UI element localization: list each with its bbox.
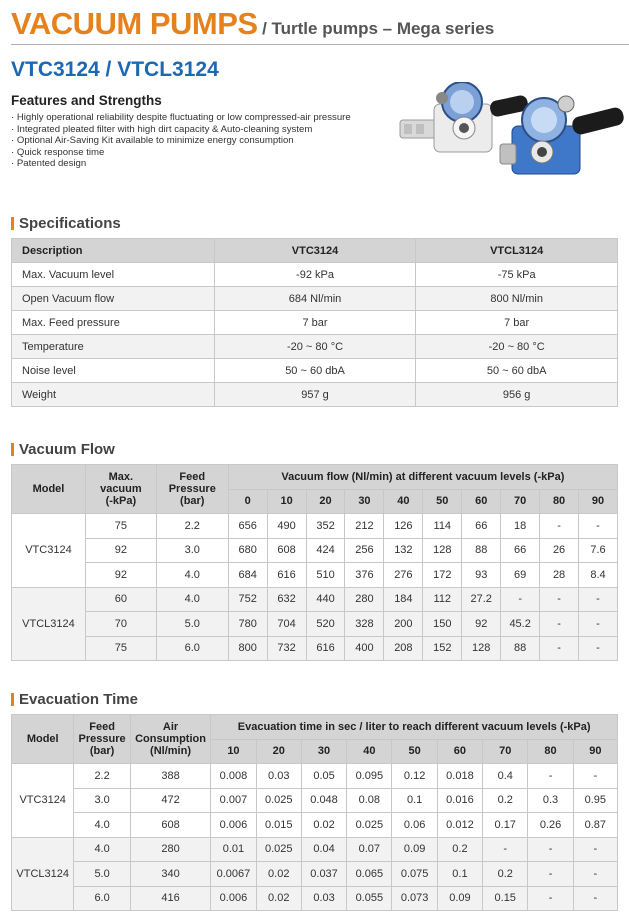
table-row bbox=[12, 587, 618, 612]
table-cell: 4.0 bbox=[156, 563, 228, 588]
table-cell: - bbox=[540, 587, 579, 612]
table-cell: 0.025 bbox=[256, 837, 301, 862]
table-row bbox=[12, 788, 618, 813]
table-cell: 0.037 bbox=[301, 862, 346, 887]
specifications-heading bbox=[11, 215, 121, 232]
table-row bbox=[12, 538, 618, 563]
table-row bbox=[12, 636, 618, 661]
table-cell: 60 bbox=[85, 587, 156, 612]
table-row bbox=[12, 359, 618, 383]
table-cell: 28 bbox=[540, 563, 579, 588]
table-row bbox=[12, 837, 618, 862]
page-title: VACUUM PUMPS bbox=[11, 6, 258, 41]
evacuation-time-heading-text: Evacuation Time bbox=[19, 691, 138, 708]
table-cell: 27.2 bbox=[462, 587, 501, 612]
table-row bbox=[12, 862, 618, 887]
level-header: 40 bbox=[347, 739, 392, 764]
table-cell: 0.055 bbox=[347, 886, 392, 911]
evacuation-time-table bbox=[11, 714, 618, 911]
row-label: Weight bbox=[12, 383, 215, 407]
table-cell: 280 bbox=[345, 587, 384, 612]
product-photo bbox=[396, 82, 629, 182]
table-cell: 0.02 bbox=[301, 813, 346, 838]
table-cell: 0.06 bbox=[392, 813, 437, 838]
table-cell: 0.03 bbox=[301, 886, 346, 911]
table-cell: - bbox=[540, 514, 579, 539]
table-cell: 0.05 bbox=[301, 764, 346, 789]
table-cell: 616 bbox=[267, 563, 306, 588]
level-header: 50 bbox=[423, 489, 462, 514]
row-label: Open Vacuum flow bbox=[12, 287, 215, 311]
table-cell: 4.0 bbox=[156, 587, 228, 612]
table-cell: 0.3 bbox=[528, 788, 573, 813]
table-cell: 4.0 bbox=[74, 813, 130, 838]
table-cell: 0.01 bbox=[211, 837, 256, 862]
table-cell: - bbox=[573, 862, 617, 887]
vacuum-flow-heading bbox=[11, 441, 115, 458]
table-cell: 956 g bbox=[416, 383, 618, 407]
table-cell: 0.09 bbox=[392, 837, 437, 862]
table-cell: 656 bbox=[228, 514, 267, 539]
table-cell: 18 bbox=[501, 514, 540, 539]
specifications-table bbox=[11, 238, 618, 407]
table-cell: 69 bbox=[501, 563, 540, 588]
table-cell: 490 bbox=[267, 514, 306, 539]
table-cell: - bbox=[540, 636, 579, 661]
table-cell: 0.08 bbox=[347, 788, 392, 813]
table-cell: - bbox=[528, 862, 573, 887]
table-row bbox=[12, 383, 618, 407]
table-cell: 0.008 bbox=[211, 764, 256, 789]
table-cell: 376 bbox=[345, 563, 384, 588]
table-cell: 50 ~ 60 dbA bbox=[214, 359, 416, 383]
pump-vtc3124-image bbox=[400, 82, 529, 152]
column-header: VTCL3124 bbox=[416, 239, 618, 263]
page-subtitle: / Turtle pumps – Mega series bbox=[262, 19, 495, 38]
level-header: 30 bbox=[301, 739, 346, 764]
level-header: 10 bbox=[211, 739, 256, 764]
table-cell: 7.6 bbox=[579, 538, 618, 563]
row-label: Temperature bbox=[12, 335, 215, 359]
table-row bbox=[12, 764, 618, 789]
level-header: 70 bbox=[501, 489, 540, 514]
table-cell: 126 bbox=[384, 514, 423, 539]
row-label: Max. Feed pressure bbox=[12, 311, 215, 335]
table-cell: 70 bbox=[85, 612, 156, 637]
feature-item: · Quick response time bbox=[11, 147, 351, 159]
column-header-air-consumption: Air Consumption (Nl/min) bbox=[130, 715, 211, 764]
features-heading: Features and Strengths bbox=[11, 93, 162, 108]
table-cell: 276 bbox=[384, 563, 423, 588]
table-row bbox=[12, 563, 618, 588]
table-cell: 0.015 bbox=[256, 813, 301, 838]
table-cell: 0.2 bbox=[483, 788, 528, 813]
table-cell: 152 bbox=[423, 636, 462, 661]
model-cell: VTC3124 bbox=[12, 764, 74, 838]
table-cell: 4.0 bbox=[74, 837, 130, 862]
level-header: 10 bbox=[267, 489, 306, 514]
table-cell: 5.0 bbox=[156, 612, 228, 637]
table-cell: 704 bbox=[267, 612, 306, 637]
table-row bbox=[12, 287, 618, 311]
table-row bbox=[12, 813, 618, 838]
table-cell: - bbox=[579, 514, 618, 539]
table-cell: 632 bbox=[267, 587, 306, 612]
table-cell: 92 bbox=[85, 563, 156, 588]
table-cell: 0.0067 bbox=[211, 862, 256, 887]
column-header-feed-pressure: Feed Pressure (bar) bbox=[156, 465, 228, 514]
level-header: 80 bbox=[540, 489, 579, 514]
table-cell: 0.02 bbox=[256, 886, 301, 911]
table-cell: 0.2 bbox=[437, 837, 482, 862]
table-cell: 75 bbox=[85, 636, 156, 661]
table-cell: 0.17 bbox=[483, 813, 528, 838]
table-cell: 45.2 bbox=[501, 612, 540, 637]
row-label: Max. Vacuum level bbox=[12, 263, 215, 287]
table-cell: - bbox=[573, 886, 617, 911]
table-cell: - bbox=[579, 612, 618, 637]
table-cell: 150 bbox=[423, 612, 462, 637]
table-cell: 112 bbox=[423, 587, 462, 612]
table-header-row bbox=[12, 239, 618, 263]
table-row bbox=[12, 335, 618, 359]
table-cell: 616 bbox=[306, 636, 345, 661]
table-cell: - bbox=[483, 837, 528, 862]
table-cell: 800 bbox=[228, 636, 267, 661]
level-header: 40 bbox=[384, 489, 423, 514]
table-cell: 66 bbox=[501, 538, 540, 563]
table-cell: 0.12 bbox=[392, 764, 437, 789]
page-header bbox=[11, 6, 494, 42]
level-header: 50 bbox=[392, 739, 437, 764]
table-cell: 388 bbox=[130, 764, 211, 789]
table-cell: 800 Nl/min bbox=[416, 287, 618, 311]
table-cell: - bbox=[579, 587, 618, 612]
table-cell: 352 bbox=[306, 514, 345, 539]
level-header: 60 bbox=[462, 489, 501, 514]
section-marker bbox=[11, 443, 14, 456]
table-cell: 608 bbox=[267, 538, 306, 563]
table-cell: 684 bbox=[228, 563, 267, 588]
feature-item: · Highly operational reliability despite fluctuating or low compressed-air pressure bbox=[11, 112, 351, 124]
table-cell: 400 bbox=[345, 636, 384, 661]
table-row bbox=[12, 886, 618, 911]
table-cell: 608 bbox=[130, 813, 211, 838]
table-cell: 128 bbox=[462, 636, 501, 661]
table-cell: 340 bbox=[130, 862, 211, 887]
table-cell: 0.26 bbox=[528, 813, 573, 838]
table-cell: 957 g bbox=[214, 383, 416, 407]
table-cell: 7 bar bbox=[416, 311, 618, 335]
level-header: 70 bbox=[483, 739, 528, 764]
table-cell: 0.025 bbox=[256, 788, 301, 813]
table-cell: 0.02 bbox=[256, 862, 301, 887]
table-cell: 0.4 bbox=[483, 764, 528, 789]
table-cell: -75 kPa bbox=[416, 263, 618, 287]
column-header-feed-pressure: Feed Pressure (bar) bbox=[74, 715, 130, 764]
table-cell: 0.03 bbox=[256, 764, 301, 789]
table-cell: 424 bbox=[306, 538, 345, 563]
table-cell: 684 Nl/min bbox=[214, 287, 416, 311]
section-marker bbox=[11, 693, 14, 706]
table-cell: 0.006 bbox=[211, 886, 256, 911]
column-header-model: Model bbox=[12, 715, 74, 764]
level-header: 20 bbox=[256, 739, 301, 764]
specifications-heading-text: Specifications bbox=[19, 215, 121, 232]
feature-item: · Optional Air-Saving Kit available to minimize energy consumption bbox=[11, 135, 351, 147]
table-cell: 752 bbox=[228, 587, 267, 612]
table-cell: 7 bar bbox=[214, 311, 416, 335]
table-cell: 92 bbox=[462, 612, 501, 637]
table-cell: 66 bbox=[462, 514, 501, 539]
table-cell: 88 bbox=[462, 538, 501, 563]
model-title: VTC3124 / VTCL3124 bbox=[11, 58, 219, 81]
table-row bbox=[12, 263, 618, 287]
evacuation-time-heading bbox=[11, 691, 138, 708]
row-label: Noise level bbox=[12, 359, 215, 383]
table-cell: 200 bbox=[384, 612, 423, 637]
table-cell: -20 ~ 80 °C bbox=[214, 335, 416, 359]
table-cell: 0.006 bbox=[211, 813, 256, 838]
table-cell: 75 bbox=[85, 514, 156, 539]
table-cell: 0.065 bbox=[347, 862, 392, 887]
table-cell: - bbox=[501, 587, 540, 612]
table-cell: - bbox=[573, 837, 617, 862]
table-cell: 6.0 bbox=[156, 636, 228, 661]
level-header: 20 bbox=[306, 489, 345, 514]
column-group-header: Vacuum flow (Nl/min) at different vacuum levels (-kPa) bbox=[228, 465, 617, 490]
level-header: 30 bbox=[345, 489, 384, 514]
table-cell: 0.07 bbox=[347, 837, 392, 862]
level-header: 90 bbox=[579, 489, 618, 514]
model-cell: VTCL3124 bbox=[12, 837, 74, 911]
table-cell: 132 bbox=[384, 538, 423, 563]
table-cell: 0.87 bbox=[573, 813, 617, 838]
table-cell: 0.095 bbox=[347, 764, 392, 789]
table-cell: 0.09 bbox=[437, 886, 482, 911]
table-row bbox=[12, 311, 618, 335]
table-cell: - bbox=[573, 764, 617, 789]
table-cell: 0.2 bbox=[483, 862, 528, 887]
table-cell: 0.018 bbox=[437, 764, 482, 789]
table-cell: 680 bbox=[228, 538, 267, 563]
table-cell: 472 bbox=[130, 788, 211, 813]
level-header: 0 bbox=[228, 489, 267, 514]
table-cell: 0.075 bbox=[392, 862, 437, 887]
table-cell: 0.016 bbox=[437, 788, 482, 813]
table-cell: 208 bbox=[384, 636, 423, 661]
table-cell: 8.4 bbox=[579, 563, 618, 588]
table-cell: 172 bbox=[423, 563, 462, 588]
table-cell: 212 bbox=[345, 514, 384, 539]
column-header-model: Model bbox=[12, 465, 86, 514]
column-header: Description bbox=[12, 239, 215, 263]
table-cell: 0.025 bbox=[347, 813, 392, 838]
table-cell: 50 ~ 60 dbA bbox=[416, 359, 618, 383]
table-cell: - bbox=[528, 886, 573, 911]
table-cell: - bbox=[579, 636, 618, 661]
table-cell: 440 bbox=[306, 587, 345, 612]
table-cell: 26 bbox=[540, 538, 579, 563]
table-cell: 0.15 bbox=[483, 886, 528, 911]
table-cell: 780 bbox=[228, 612, 267, 637]
table-cell: - bbox=[540, 612, 579, 637]
feature-item: · Integrated pleated filter with high dirt capacity & Auto-cleaning system bbox=[11, 124, 351, 136]
table-cell: 2.2 bbox=[156, 514, 228, 539]
table-cell: - bbox=[528, 837, 573, 862]
column-group-header: Evacuation time in sec / liter to reach different vacuum levels (-kPa) bbox=[211, 715, 618, 740]
vacuum-flow-heading-text: Vacuum Flow bbox=[19, 441, 115, 458]
table-row bbox=[12, 612, 618, 637]
header-divider bbox=[11, 44, 629, 45]
table-cell: 3.0 bbox=[74, 788, 130, 813]
level-header: 90 bbox=[573, 739, 617, 764]
table-cell: 92 bbox=[85, 538, 156, 563]
table-cell: -20 ~ 80 °C bbox=[416, 335, 618, 359]
level-header: 60 bbox=[437, 739, 482, 764]
table-cell: 510 bbox=[306, 563, 345, 588]
table-cell: 280 bbox=[130, 837, 211, 862]
table-row bbox=[12, 514, 618, 539]
model-cell: VTC3124 bbox=[12, 514, 86, 588]
table-cell: 256 bbox=[345, 538, 384, 563]
level-header: 80 bbox=[528, 739, 573, 764]
table-cell: 6.0 bbox=[74, 886, 130, 911]
table-cell: 114 bbox=[423, 514, 462, 539]
column-header-max-vacuum: Max. vacuum (-kPa) bbox=[85, 465, 156, 514]
table-cell: 328 bbox=[345, 612, 384, 637]
feature-item: · Patented design bbox=[11, 158, 351, 170]
table-cell: 93 bbox=[462, 563, 501, 588]
section-marker bbox=[11, 217, 14, 230]
table-cell: 5.0 bbox=[74, 862, 130, 887]
table-cell: 0.04 bbox=[301, 837, 346, 862]
table-cell: 3.0 bbox=[156, 538, 228, 563]
column-header: VTC3124 bbox=[214, 239, 416, 263]
vacuum-flow-table bbox=[11, 464, 618, 661]
table-cell: -92 kPa bbox=[214, 263, 416, 287]
features-list bbox=[11, 112, 351, 170]
table-cell: 88 bbox=[501, 636, 540, 661]
table-cell: 0.073 bbox=[392, 886, 437, 911]
table-cell: 520 bbox=[306, 612, 345, 637]
table-cell: 0.1 bbox=[392, 788, 437, 813]
table-cell: - bbox=[528, 764, 573, 789]
table-cell: 0.012 bbox=[437, 813, 482, 838]
table-cell: 0.048 bbox=[301, 788, 346, 813]
table-cell: 0.007 bbox=[211, 788, 256, 813]
table-cell: 732 bbox=[267, 636, 306, 661]
table-cell: 2.2 bbox=[74, 764, 130, 789]
table-cell: 0.1 bbox=[437, 862, 482, 887]
table-cell: 0.95 bbox=[573, 788, 617, 813]
table-cell: 184 bbox=[384, 587, 423, 612]
table-cell: 416 bbox=[130, 886, 211, 911]
model-cell: VTCL3124 bbox=[12, 587, 86, 661]
table-cell: 128 bbox=[423, 538, 462, 563]
